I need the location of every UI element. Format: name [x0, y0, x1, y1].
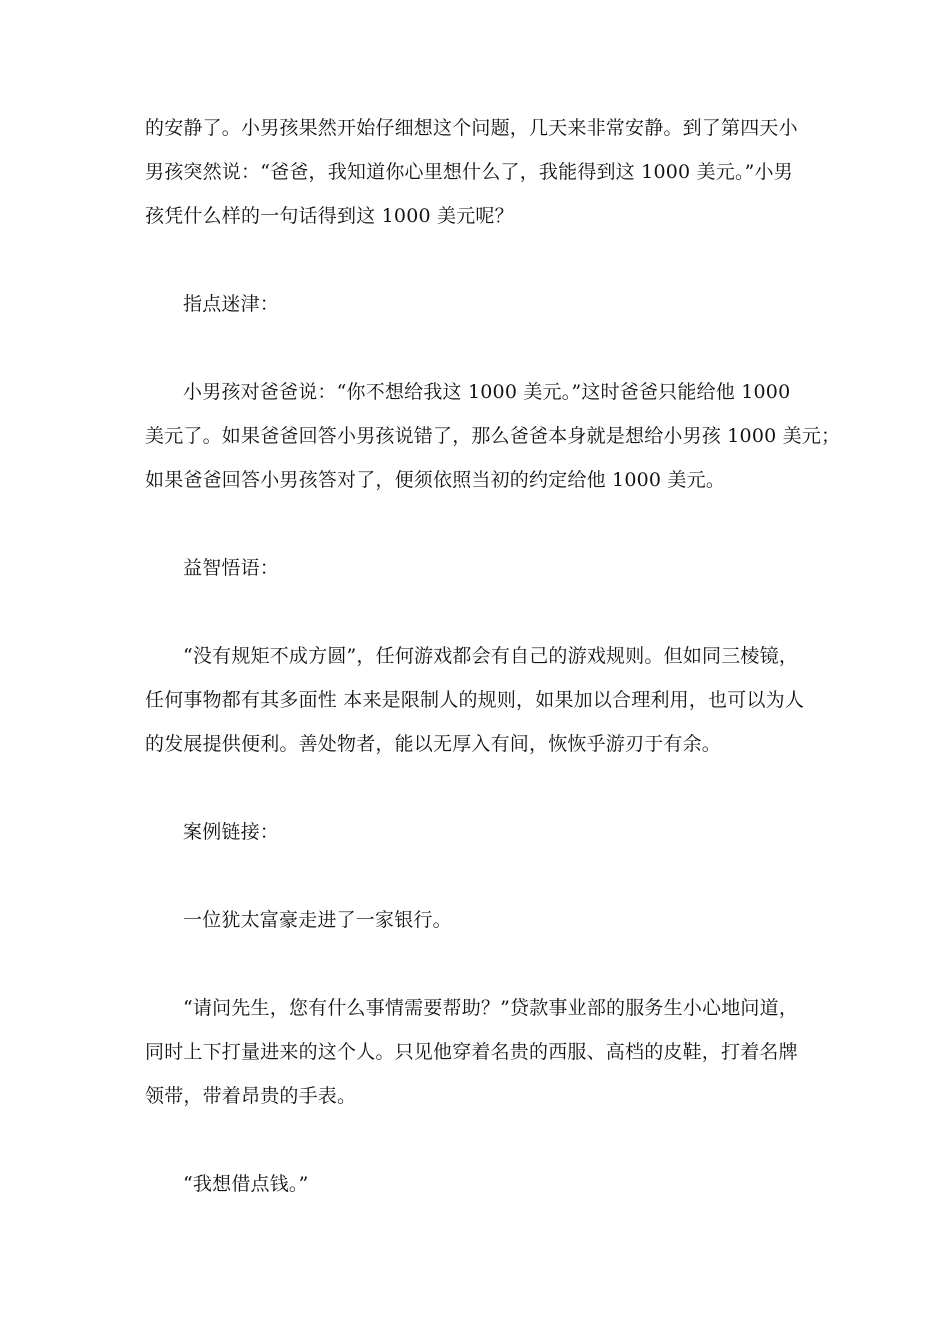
text-line: 孩凭什么样的一句话得到这 1000 美元呢？ [145, 205, 514, 227]
text-line: 的安静了。小男孩果然开始仔细想这个问题，几天来非常安静。到了第四天小 [145, 117, 798, 139]
text-line: 男孩突然说：“爸爸，我知道你心里想什么了，我能得到这 1000 美元。”小男 [145, 161, 793, 183]
text-line: 领带，带着昂贵的手表。 [145, 1085, 357, 1107]
text-line: 同时上下打量进来的这个人。只见他穿着名贵的西服、高档的皮鞋，打着名牌 [145, 1041, 798, 1063]
section-heading: 益智悟语： [183, 557, 280, 579]
section-heading: 指点迷津： [183, 293, 280, 315]
text-line: “请问先生，您有什么事情需要帮助？”贷款事业部的服务生小心地问道， [183, 997, 799, 1019]
text-line: 的发展提供便利。善处物者，能以无厚入有间，恢恢乎游刃于有余。 [145, 733, 722, 755]
text-line: 如果爸爸回答小男孩答对了，便须依照当初的约定给他 1000 美元。 [145, 469, 726, 491]
text-line: “没有规矩不成方圆”，任何游戏都会有自己的游戏规则。但如同三棱镜， [183, 645, 799, 667]
text-line: 美元了。如果爸爸回答小男孩说错了，那么爸爸本身就是想给小男孩 1000 美元； [145, 425, 841, 447]
text-line: “我想借点钱。” [183, 1173, 309, 1195]
text-line: 任何事物都有其多面性 本来是限制人的规则，如果加以合理利用，也可以为人 [145, 689, 805, 711]
section-heading: 案例链接： [183, 821, 280, 843]
text-line: 小男孩对爸爸说：“你不想给我这 1000 美元。”这时爸爸只能给他 1000 [183, 381, 791, 403]
text-line: 一位犹太富豪走进了一家银行。 [183, 909, 452, 931]
